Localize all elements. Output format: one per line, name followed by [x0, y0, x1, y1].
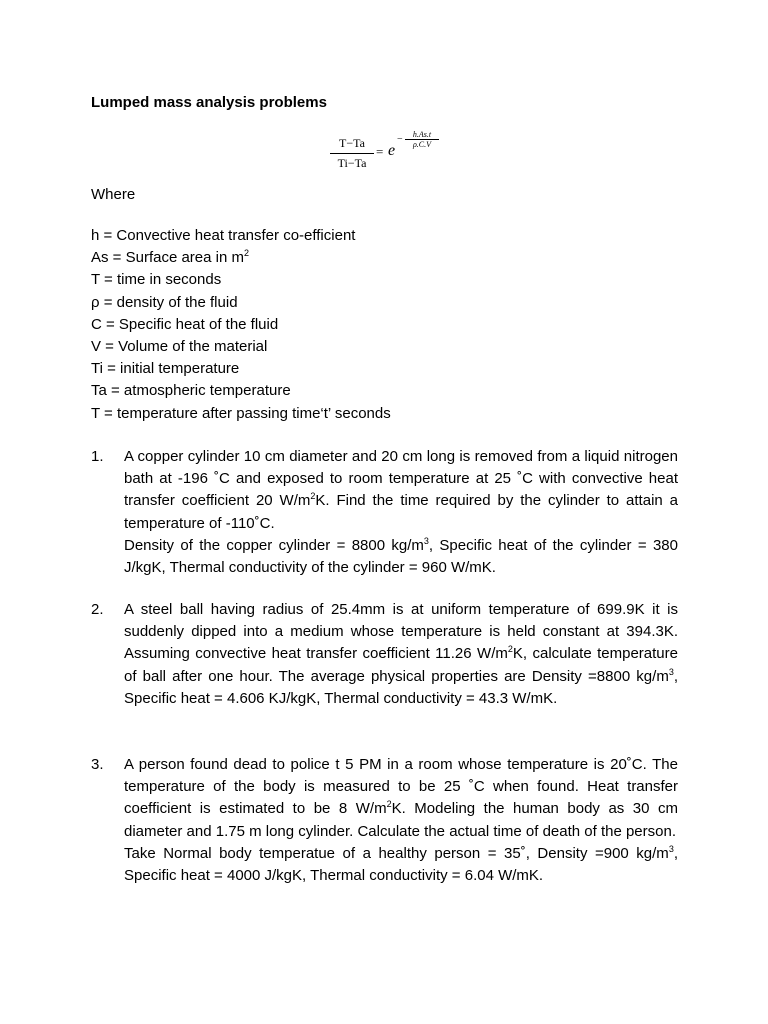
problem-1	[91, 446, 678, 579]
problem-number: 3.	[91, 756, 104, 773]
definition-item	[91, 247, 391, 269]
ratio-numerator: T−Ta	[330, 136, 374, 154]
superscript: 2	[386, 799, 392, 810]
text-run: A steel ball having radius of 25.4mm is at uniform temperature of 699.9K it is suddenly dipped into a medium whose temperature is held constant at 394.3K. Assuming convective heat transfer coefficient 11.26 W/m	[124, 601, 678, 663]
definition-item: C = Specific heat of the fluid	[91, 315, 279, 333]
definition-item: ρ = density of the fluid	[91, 293, 238, 311]
text-run: Density of the copper cylinder = 8800 kg/m	[124, 536, 424, 554]
text-run: K. Modeling the human body as 30 cm diameter and 1.75 m long cylinder. Calculate the actual time of death of the person.	[124, 800, 678, 840]
temperature-ratio	[330, 136, 374, 171]
problem-number: 2.	[91, 601, 104, 618]
text-run: Take Normal body temperatue of a healthy person = 35˚, Density =900 kg/m	[124, 844, 669, 862]
definition-item: Ta = atmospheric temperature	[91, 382, 291, 400]
superscript: 2	[507, 644, 513, 655]
exponential-base: e	[388, 142, 396, 159]
problem-statement	[124, 754, 678, 843]
definition-item: T = temperature after passing time‘t’ seconds	[91, 404, 391, 422]
problem-2	[91, 599, 678, 710]
superscript: 3	[668, 843, 674, 854]
superscript: 3	[423, 535, 429, 546]
text-run: , Specific heat = 4000 J/kgK, Thermal conductivity = 6.04 W/mK.	[124, 844, 678, 885]
superscript: 2	[244, 248, 250, 259]
text-run: , Specific heat of the cylinder = 380 J/kgK, Thermal conductivity of the cylinder = 960 W/mK.	[124, 536, 678, 577]
exponent-numerator: h.As.t	[405, 130, 439, 140]
text-run: K. Find the time required by the cylinder to attain a temperature of -110˚C.	[124, 492, 678, 532]
definition-item: h = Convective heat transfer co-efficient	[91, 227, 356, 244]
exponent-denominator: ρ.C.V	[412, 140, 432, 149]
problem-text	[124, 599, 678, 710]
text-run: K, calculate temperature of ball after one hour. The average physical properties are Density =8800 kg/m	[124, 645, 678, 685]
exponent-sign: −	[397, 134, 403, 145]
definition-item: T = time in seconds	[91, 271, 222, 289]
definitions-list	[91, 225, 391, 425]
superscript: 3	[668, 666, 674, 677]
problem-number: 1.	[91, 448, 104, 465]
problem-statement	[124, 446, 678, 535]
definition-text: As = Surface area in m	[91, 249, 244, 267]
problem-text	[124, 446, 678, 579]
text-run: , Specific heat = 4.606 KJ/kgK, Thermal conductivity = 43.3 W/mK.	[124, 667, 678, 707]
text-run: A person found dead to police t 5 PM in a room whose temperature is 20˚C. The temperature of the body is measured to be 25 ˚C when found. Heat transfer coefficient is estimated to be 8 W/m	[124, 756, 678, 818]
where-label: Where	[91, 186, 136, 203]
problem-3	[91, 754, 678, 887]
problem-text	[124, 754, 678, 887]
ratio-denominator: Ti−Ta	[337, 156, 367, 170]
problem-data	[124, 535, 678, 579]
lumped-formula	[330, 128, 470, 178]
page-title: Lumped mass analysis problems	[91, 94, 327, 111]
superscript: 2	[310, 491, 316, 502]
definition-item: V = Volume of the material	[91, 338, 268, 356]
problem-statement	[124, 599, 678, 710]
equals-sign: =	[376, 144, 384, 159]
problem-data	[124, 843, 678, 887]
definition-item: Ti = initial temperature	[91, 360, 240, 378]
text-run: A copper cylinder 10 cm diameter and 20 cm long is removed from a liquid nitrogen bath at -196 ˚C and exposed to room temperature at 25 ˚C with convective heat transfer coefficient 20 W/m	[124, 448, 678, 510]
